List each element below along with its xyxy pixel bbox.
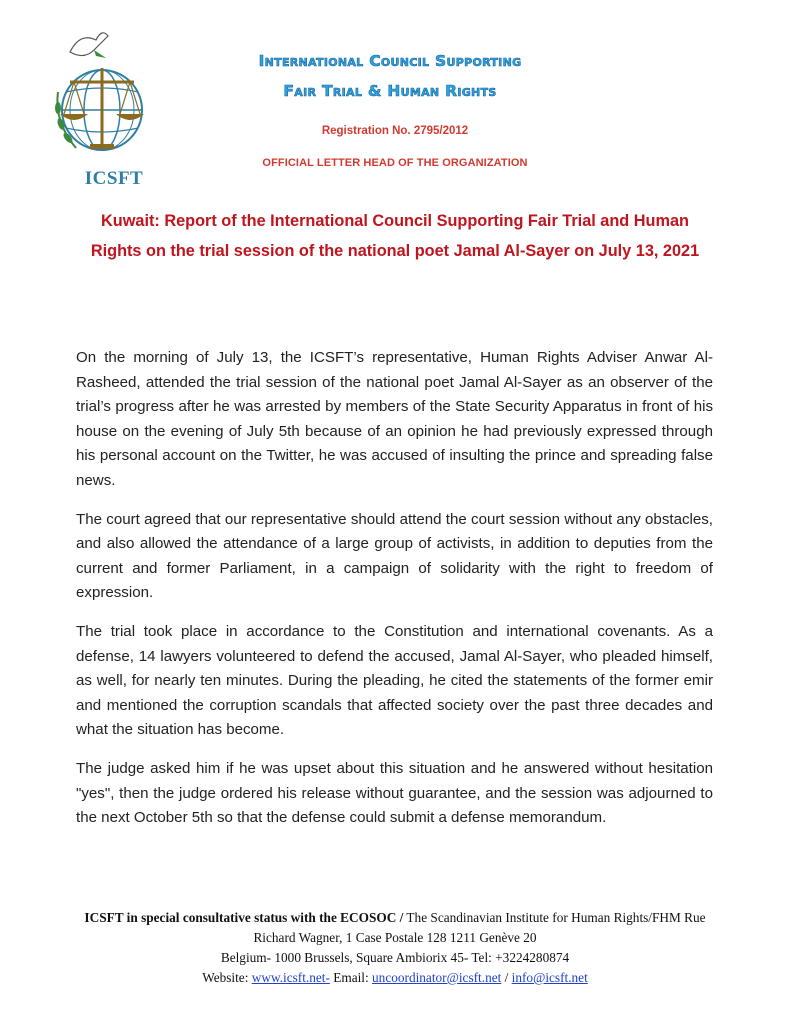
footer: [80, 908, 710, 988]
official-letterhead-label: OFFICIAL LETTER HEAD OF THE ORGANIZATION: [262, 157, 528, 169]
paragraph: The judge asked him if he was upset about this situation and he answered without hesitation "yes", then the judge ordered his release without guarantee, and the session was adjourned to the next October 5th so that the defense could submit a defense memorandum.: [76, 759, 713, 827]
organization-logo: [50, 22, 160, 189]
website-link[interactable]: www.icsft.net-: [251, 970, 330, 985]
footer-contact-line: [80, 968, 710, 988]
scales-dove-globe-icon: [50, 22, 160, 172]
email-separator: /: [501, 970, 512, 985]
organization-name-line-2: Fair Trial & Human Rights: [283, 82, 497, 100]
website-label: Website:: [202, 970, 252, 985]
footer-line-1: [80, 908, 710, 948]
paragraph: The court agreed that our representative should attend the court session without any obstacles, and also allowed the attendance of a large group of activists, in addition to deputies from the current and former Parliament, in a campaign of solidarity with the right to freedom of expression.: [76, 510, 713, 602]
paragraph: The trial took place in accordance to the Constitution and international covenants. As a defense, 14 lawyers volunteered to defend the accused, Jamal Al-Sayer, who pleaded himself, as well, for nearly ten minutes. During the pleading, he cited the statements of the former emir and mentioned the corruption scandals that affected society over the past three decades and what the situation has become.: [76, 622, 713, 739]
report-title: Kuwait: Report of the International Council Supporting Fair Trial and Human Rights on the trial session of the national poet Jamal Al-Sayer on July 13, 2021: [90, 212, 700, 260]
organization-name-line-1: International Council Supporting: [258, 52, 522, 70]
report-body: [76, 346, 713, 845]
consultative-status: ICSFT in special consultative status with the ECOSOC /: [84, 910, 404, 925]
email-link-info[interactable]: info@icsft.net: [511, 970, 588, 985]
registration-number: Registration No. 2795/2012: [321, 125, 469, 137]
footer-address-2: Belgium- 1000 Brussels, Square Ambiorix 45- Tel: +3224280874: [220, 950, 570, 965]
email-link-coordinator[interactable]: uncoordinator@icsft.net: [372, 970, 502, 985]
paragraph: On the morning of July 13, the ICSFT’s representative, Human Rights Adviser Anwar Al-Rasheed, attended the trial session of the national poet Jamal Al-Sayer as an observer of the trial’s progress after he was arrested by members of the State Security Apparatus in front of his house on the evening of July 5th because of an opinion he had previously expressed through his personal account on the Twitter, he was accused of insulting the prince and spreading false news.: [76, 349, 713, 489]
email-label: Email:: [329, 970, 373, 985]
logo-wordmark: ICSFT: [84, 168, 144, 189]
footer-address-1: The Scandinavian Institute for Human Rights/FHM Rue Richard Wagner, 1 Case Postale 128 1211 Genève 20: [253, 910, 706, 945]
